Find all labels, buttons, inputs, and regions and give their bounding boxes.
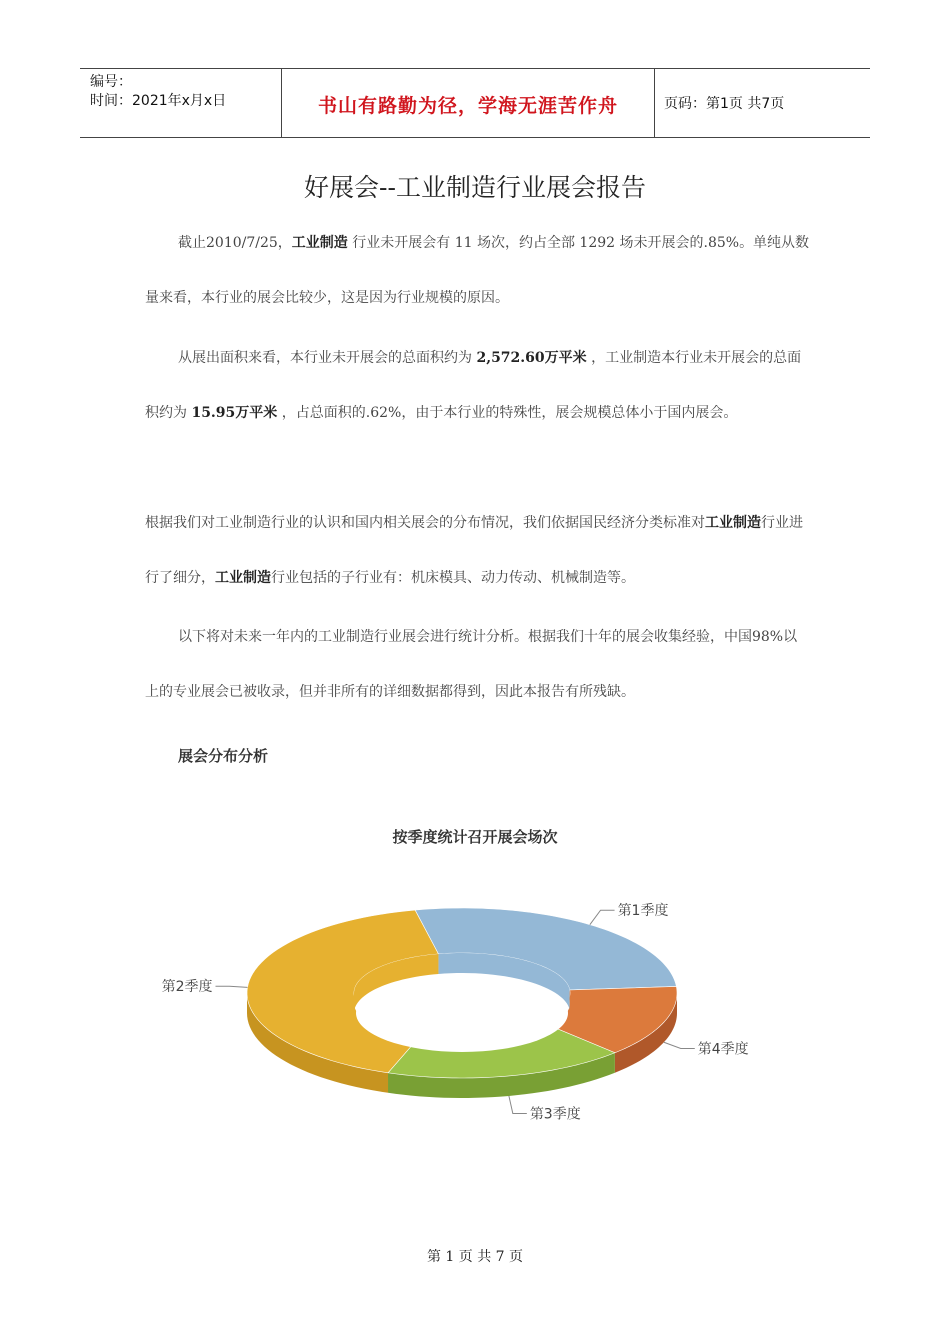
header-meta	[90, 73, 280, 111]
donut-hole-floor	[356, 974, 568, 1052]
page-footer: 第 1 页 共 7 页	[426, 1249, 524, 1265]
header-motto: 书山有路勤为径，学海无涯苦作舟	[317, 95, 618, 117]
leader-line-0	[590, 910, 615, 924]
donut-chart	[130, 880, 830, 1180]
slice-label-1: 第4季度	[697, 1041, 749, 1058]
number-label: 编号：	[90, 74, 132, 90]
header-page-number: 页码：第1页 共7页	[664, 96, 785, 112]
page-title: 好展会--工业制造行业展会报告	[304, 173, 646, 202]
slice-label-3: 第2季度	[161, 979, 213, 996]
page-header	[80, 68, 870, 138]
slice-label-2: 第3季度	[529, 1106, 581, 1123]
leader-line-3	[216, 986, 248, 987]
paragraph-3: 根据我们对工业制造行业的认识和国内相关展会的分布情况，我们依据国民经济分类标准对工业制造行业进行了细分，工业制造行业包括的子行业有：机床模具、动力传动、机械制造等。	[145, 515, 803, 586]
leader-line-2	[509, 1096, 527, 1114]
paragraph-2: 从展出面积来看，本行业未开展会的总面积约为 2,572.60万平米 ，工业制造本行业未开展会的总面积约为 15.95万平米 ，占总面积的.62%，由于本行业的特殊性，展会规模总体小于国内展会。	[145, 350, 802, 421]
time-label: 时间：2021年x月x日	[90, 93, 227, 109]
paragraph-1: 截止2010/7/25，工业制造 行业未开展会有 11 场次，约占全部 1292 场未开展会的.85%。单纯从数量来看，本行业的展会比较少，这是因为行业规模的原因。	[145, 235, 810, 306]
chart-title: 按季度统计召开展会场次	[392, 828, 558, 846]
section-title: 展会分布分析	[178, 747, 269, 765]
header-divider	[654, 69, 655, 137]
paragraph-4: 以下将对未来一年内的工业制造行业展会进行统计分析。根据我们十年的展会收集经验，中国98%以上的专业展会已被收录，但并非所有的详细数据都得到，因此本报告有所残缺。	[145, 629, 798, 700]
leader-line-1	[664, 1042, 695, 1048]
slice-label-0: 第1季度	[617, 903, 669, 920]
